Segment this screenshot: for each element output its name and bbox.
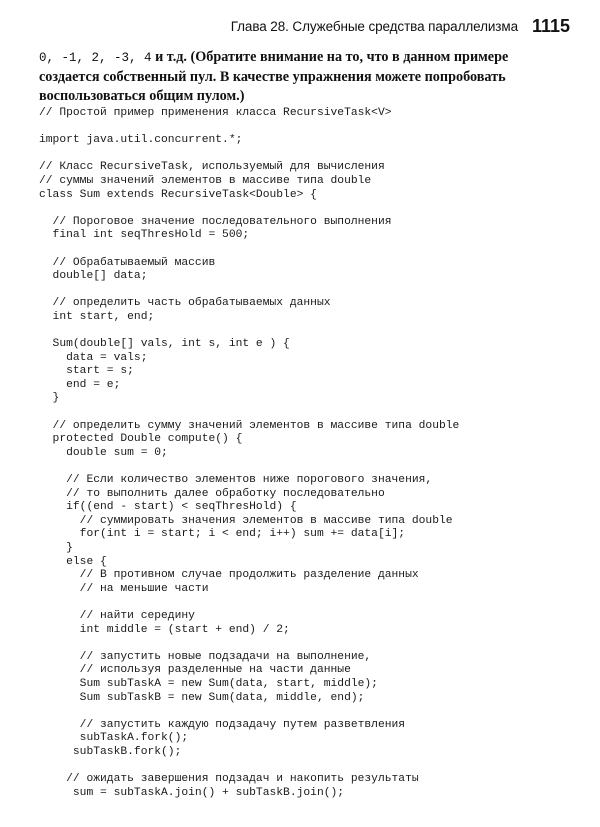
code-line — [39, 460, 579, 474]
code-line: end = e; — [39, 378, 121, 391]
code-line — [39, 637, 579, 651]
code-line: } — [39, 392, 60, 405]
intro-sequence: 0, -1, 2, -3, 4 — [39, 51, 152, 65]
code-line — [39, 705, 579, 719]
code-line: subTaskB.fork(); — [39, 745, 182, 758]
code-line: // определить сумму значений элементов в массиве типа double — [39, 419, 460, 432]
code-line: else { — [39, 555, 107, 568]
code-line: // Пороговое значение последовательного выполнения — [39, 215, 392, 228]
code-line: Sum subTaskB = new Sum(data, middle, end); — [39, 691, 365, 704]
code-line: data = vals; — [39, 351, 148, 364]
code-line: // на меньшие части — [39, 582, 209, 595]
code-line: class Sum extends RecursiveTask<Double> { — [39, 188, 317, 201]
code-line: // Простой пример применения класса RecursiveTask<V> — [39, 107, 392, 119]
code-line: final int seqThresHold = 500; — [39, 229, 250, 242]
code-line — [39, 202, 579, 216]
code-line — [39, 760, 579, 774]
code-line: // определить часть обрабатываемых данных — [39, 297, 331, 310]
code-line — [39, 596, 579, 610]
code-line: // Если количество элементов ниже порогового значения, — [39, 474, 433, 487]
code-line — [39, 148, 579, 162]
code-line: // то выполнить далее обработку последовательно — [39, 487, 385, 500]
code-line: import java.util.concurrent.*; — [39, 134, 243, 147]
code-line — [39, 406, 579, 420]
code-line: // запустить каждую подзадачу путем разветвления — [39, 718, 406, 731]
code-line: // В противном случае продолжить разделение данных — [39, 569, 419, 582]
code-line: int middle = (start + end) / 2; — [39, 623, 290, 636]
code-line: Sum subTaskA = new Sum(data, start, middle); — [39, 677, 378, 690]
code-line: // суммировать значения элементов в массиве типа double — [39, 514, 453, 527]
page-number: 1115 — [531, 16, 570, 36]
intro-paragraph — [39, 48, 567, 106]
code-line: // ожидать завершения подзадач и накопить результаты — [39, 773, 419, 786]
code-listing — [39, 107, 579, 800]
code-line: protected Double compute() { — [39, 433, 243, 446]
code-line: } — [39, 542, 73, 554]
code-line: // найти середину — [39, 609, 195, 622]
code-line: // Класс RecursiveTask, используемый для вычисления — [39, 161, 385, 174]
code-line: // суммы значений элементов в массиве типа double — [39, 174, 372, 187]
chapter-title: Глава 28. Служебные средства параллелизма — [230, 19, 518, 34]
code-line: start = s; — [39, 365, 134, 378]
code-line: Sum(double[] vals, int s, int e ) { — [39, 338, 290, 351]
code-line: if((end - start) < seqThresHold) { — [39, 501, 297, 514]
code-line: double sum = 0; — [39, 446, 168, 459]
code-line: // используя разделенные на части данные — [39, 664, 351, 677]
code-line: int start, end; — [39, 310, 155, 323]
code-line — [39, 243, 579, 257]
page-header — [0, 18, 600, 40]
code-line: for(int i = start; i < end; i++) sum += data[i]; — [39, 528, 406, 541]
code-line: double[] data; — [39, 270, 148, 283]
code-line — [39, 121, 579, 135]
code-line: // запустить новые подзадачи на выполнение, — [39, 650, 372, 663]
code-line: // Обрабатываемый массив — [39, 256, 216, 269]
code-line — [39, 325, 579, 339]
code-line — [39, 284, 579, 298]
code-line: subTaskA.fork(); — [39, 732, 189, 745]
code-line: sum = subTaskA.join() + subTaskB.join(); — [39, 786, 345, 799]
intro-text: и т.д. (Обратите внимание на то, что в данном примере создается собственный пул. В качестве упражнения можете попробовать воспользоваться общим пулом.) — [39, 49, 509, 104]
